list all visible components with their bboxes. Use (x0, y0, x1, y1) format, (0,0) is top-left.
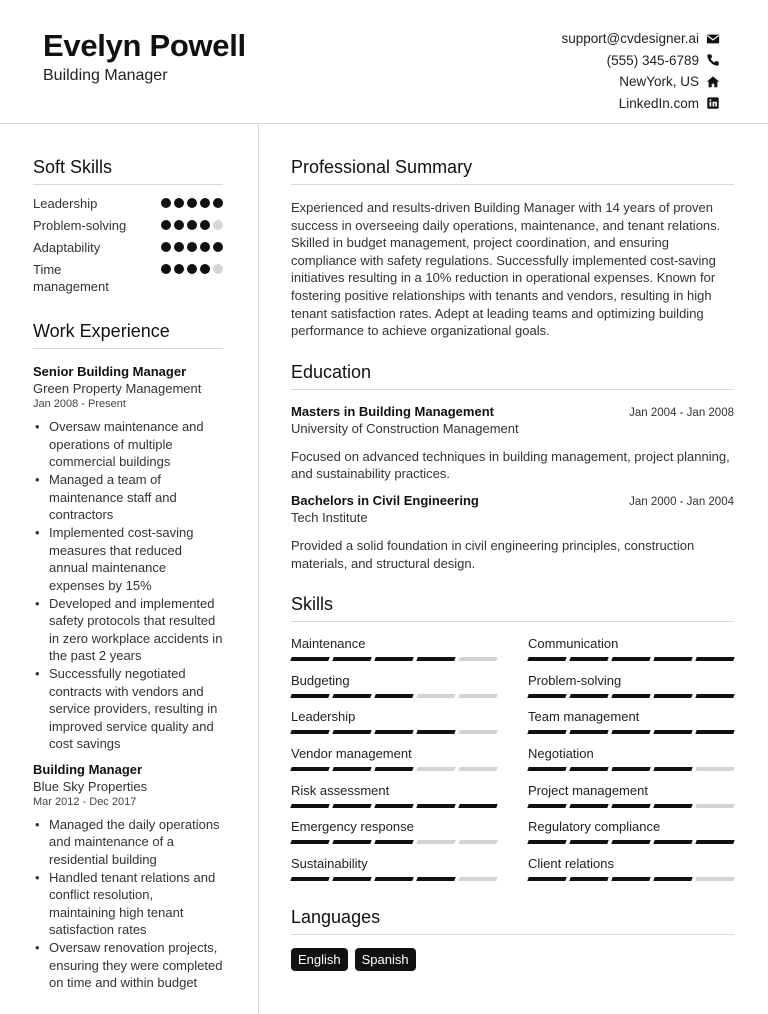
rating-dot-filled (161, 220, 171, 230)
level-segment-filled (332, 804, 371, 808)
skill-name: Leadership (291, 709, 356, 725)
level-segment-filled (290, 767, 329, 771)
location-text: NewYork, US (619, 74, 699, 90)
soft-skill-label: Adaptability (33, 240, 101, 255)
job-bullet: • Developed and implemented safety protocols that resulted in zero workplace accidents in the past 2 years (33, 595, 223, 665)
skill-level-bar (291, 840, 497, 844)
rating-dot-filled (213, 242, 223, 252)
level-segment-filled (569, 804, 608, 808)
job-company: Blue Sky Properties (33, 778, 148, 794)
skill-rating-dots (161, 239, 223, 252)
level-segment-filled (332, 657, 371, 661)
level-segment-filled (569, 767, 608, 771)
right-column (291, 124, 734, 971)
level-segment-filled (611, 767, 650, 771)
level-segment-filled (374, 694, 413, 698)
level-segment-filled (527, 840, 566, 844)
rating-dot-filled (200, 242, 210, 252)
rating-dot-filled (174, 264, 184, 274)
level-segment-filled (695, 694, 734, 698)
level-segment-filled (374, 840, 413, 844)
level-segment-filled (416, 730, 455, 734)
job-company: Green Property Management (33, 381, 202, 396)
job-bullets (33, 418, 223, 753)
soft-skills-heading: Soft Skills (33, 157, 223, 185)
skill-name: Client relations (528, 855, 614, 871)
level-segment-filled (611, 840, 650, 844)
summary-heading: Professional Summary (291, 157, 734, 185)
skill-level-bar (528, 840, 734, 844)
education-degree: Masters in Building Management (291, 403, 494, 419)
skill-item (291, 746, 497, 783)
level-segment-empty (416, 694, 455, 698)
skill-item (291, 783, 497, 820)
skill-rating-dots (161, 195, 223, 208)
level-segment-filled (611, 730, 650, 734)
skill-item (528, 709, 734, 746)
languages-heading: Languages (291, 907, 734, 935)
contact-info (561, 28, 720, 114)
level-segment-filled (290, 694, 329, 698)
skill-level-bar (291, 694, 497, 698)
skill-item (528, 636, 734, 673)
level-segment-filled (290, 730, 329, 734)
skill-level-bar (291, 730, 497, 734)
email-text: support@cvdesigner.ai (561, 31, 699, 47)
contact-email[interactable] (561, 28, 720, 50)
rating-dot-filled (200, 264, 210, 274)
level-segment-filled (374, 804, 413, 808)
level-segment-filled (653, 730, 692, 734)
rating-dot-filled (187, 242, 197, 252)
level-segment-filled (569, 694, 608, 698)
rating-dot-filled (213, 198, 223, 208)
skill-level-bar (528, 767, 734, 771)
contact-linkedin[interactable] (561, 93, 720, 115)
level-segment-filled (332, 767, 371, 771)
education-heading: Education (291, 362, 734, 390)
level-segment-filled (332, 730, 371, 734)
rating-dot-filled (200, 198, 210, 208)
rating-dot-empty (213, 220, 223, 230)
level-segment-filled (290, 804, 329, 808)
languages-list (291, 948, 734, 971)
level-segment-filled (374, 730, 413, 734)
skill-level-bar (291, 804, 497, 808)
skill-item (291, 856, 497, 893)
soft-skills-list (33, 195, 223, 295)
resume-header (0, 0, 768, 124)
level-segment-filled (416, 877, 455, 881)
education-date: Jan 2004 - Jan 2008 (629, 406, 734, 419)
skill-level-bar (528, 730, 734, 734)
rating-dot-filled (200, 220, 210, 230)
education-entry (291, 404, 734, 483)
level-segment-empty (416, 840, 455, 844)
skill-level-bar (291, 767, 497, 771)
job-title: Building Manager (33, 761, 143, 777)
rating-dot-filled (174, 198, 184, 208)
level-segment-filled (653, 657, 692, 661)
level-segment-filled (290, 877, 329, 881)
rating-dot-filled (174, 220, 184, 230)
rating-dot-filled (187, 198, 197, 208)
level-segment-filled (653, 694, 692, 698)
level-segment-filled (332, 840, 371, 844)
envelope-icon (706, 32, 720, 46)
level-segment-filled (611, 694, 650, 698)
skill-level-bar (528, 657, 734, 661)
skill-name: Negotiation (528, 745, 594, 761)
level-segment-filled (653, 804, 692, 808)
level-segment-filled (569, 840, 608, 844)
job-bullet: • Implemented cost-saving measures that reduced annual maintenance expenses by 15% (33, 524, 223, 594)
rating-dot-empty (213, 264, 223, 274)
level-segment-empty (416, 767, 455, 771)
level-segment-filled (611, 877, 650, 881)
soft-skill-label: Problem-solving (33, 218, 127, 233)
skills-heading: Skills (291, 594, 734, 622)
level-segment-empty (695, 804, 734, 808)
skill-level-bar (528, 694, 734, 698)
skill-name: Regulatory compliance (528, 819, 661, 835)
candidate-title: Building Manager (43, 67, 168, 84)
education-description: Provided a solid foundation in civil engineering principles, construction materials, and structural design. (291, 537, 695, 571)
skill-item (291, 819, 497, 856)
skill-name: Sustainability (291, 855, 368, 871)
skill-name: Team management (528, 709, 640, 725)
skill-rating-dots (161, 217, 223, 230)
skill-level-bar (528, 804, 734, 808)
level-segment-empty (695, 877, 734, 881)
level-segment-filled (611, 657, 650, 661)
rating-dot-filled (187, 220, 197, 230)
soft-skill-item (33, 217, 223, 234)
skill-name: Maintenance (291, 636, 366, 652)
education-entry (291, 493, 734, 572)
skill-name: Problem-solving (528, 672, 622, 688)
rating-dot-filled (161, 198, 171, 208)
skill-item (528, 856, 734, 893)
skill-item (291, 636, 497, 673)
linkedin-text: LinkedIn.com (618, 95, 699, 111)
level-segment-empty (458, 657, 497, 661)
phone-text: (555) 345-6789 (606, 52, 699, 68)
soft-skill-label: Time management (33, 262, 109, 294)
job-bullet: • Successfully negotiated contracts with vendors and service providers, resulting in improved service quality and cost savings (33, 665, 223, 753)
job-bullet: • Oversaw renovation projects, ensuring they were completed on time and within budget (33, 939, 223, 992)
level-segment-empty (458, 877, 497, 881)
level-segment-filled (569, 877, 608, 881)
level-segment-filled (611, 804, 650, 808)
level-segment-filled (695, 730, 734, 734)
job-bullet: • Oversaw maintenance and operations of multiple commercial buildings (33, 418, 223, 471)
home-icon (706, 75, 720, 89)
level-segment-filled (290, 840, 329, 844)
column-divider (258, 124, 259, 1014)
education-school: Tech Institute (291, 509, 368, 525)
level-segment-filled (527, 877, 566, 881)
skill-name: Emergency response (291, 819, 414, 835)
soft-skill-item (33, 239, 223, 256)
rating-dot-filled (174, 242, 184, 252)
summary-text: Experienced and results-driven Building Manager with 14 years of proven success in overseeing daily operations, maintenance, and tenant relations. Skilled in budget management, project coordination, and ensuring compliance with safety regulations. Successfully implemented cost-saving initiatives resulting in a 10% reduction in operational expenses. Known for fostering positive relationships with tenants and vendors, resulting in high tenant satisfaction rates. Adept at leading teams and optimizing building performance to achieve organizational goals. (291, 200, 721, 339)
level-segment-filled (416, 657, 455, 661)
level-segment-filled (527, 804, 566, 808)
level-segment-empty (458, 730, 497, 734)
level-segment-empty (458, 767, 497, 771)
education-description: Focused on advanced techniques in building management, project planning, and sustainability practices. (291, 448, 730, 482)
skill-name: Budgeting (291, 672, 350, 688)
soft-skill-label: Leadership (33, 196, 98, 211)
level-segment-filled (332, 694, 371, 698)
skill-item (528, 673, 734, 710)
skill-level-bar (291, 877, 497, 881)
skill-item (291, 709, 497, 746)
phone-icon (706, 53, 720, 67)
contact-phone[interactable] (561, 50, 720, 72)
language-tag: Spanish (355, 948, 416, 971)
level-segment-empty (695, 767, 734, 771)
level-segment-filled (527, 694, 566, 698)
skill-name: Vendor management (291, 745, 412, 761)
level-segment-filled (527, 767, 566, 771)
skill-name: Risk assessment (291, 782, 390, 798)
level-segment-filled (290, 657, 329, 661)
job-date: Jan 2008 - Present (33, 398, 126, 410)
education-degree: Bachelors in Civil Engineering (291, 492, 479, 508)
education-school: University of Construction Management (291, 420, 519, 436)
level-segment-filled (527, 657, 566, 661)
level-segment-filled (569, 730, 608, 734)
soft-skill-item (33, 261, 223, 295)
linkedin-icon (706, 96, 720, 110)
rating-dot-filled (161, 264, 171, 274)
language-tag: English (291, 948, 348, 971)
job-title: Senior Building Manager (33, 364, 187, 379)
level-segment-filled (458, 804, 497, 808)
skill-rating-dots (161, 261, 223, 274)
skill-item (528, 746, 734, 783)
level-segment-filled (695, 657, 734, 661)
level-segment-filled (374, 657, 413, 661)
level-segment-empty (458, 840, 497, 844)
level-segment-filled (653, 767, 692, 771)
skill-name: Project management (528, 782, 648, 798)
work-experience-heading: Work Experience (33, 321, 223, 349)
left-column (33, 124, 223, 992)
education-date: Jan 2000 - Jan 2004 (629, 495, 734, 508)
contact-location (561, 71, 720, 93)
level-segment-filled (653, 877, 692, 881)
level-segment-filled (416, 804, 455, 808)
candidate-name: Evelyn Powell (43, 28, 246, 63)
job-entry (33, 761, 223, 992)
skill-level-bar (528, 877, 734, 881)
level-segment-filled (569, 657, 608, 661)
level-segment-filled (527, 730, 566, 734)
job-bullet: • Managed a team of maintenance staff and contractors (33, 471, 223, 524)
job-entry (33, 363, 223, 753)
skills-grid (291, 636, 734, 892)
job-bullets (33, 816, 223, 992)
level-segment-filled (374, 767, 413, 771)
skill-name: Communication (528, 636, 619, 652)
level-segment-filled (332, 877, 371, 881)
job-bullet: • Handled tenant relations and conflict resolution, maintaining high tenant satisfaction rates (33, 869, 223, 939)
level-segment-empty (458, 694, 497, 698)
level-segment-filled (695, 840, 734, 844)
skill-item (528, 783, 734, 820)
skill-level-bar (291, 657, 497, 661)
soft-skill-item (33, 195, 223, 212)
job-date: Mar 2012 - Dec 2017 (33, 795, 137, 808)
rating-dot-filled (187, 264, 197, 274)
level-segment-filled (653, 840, 692, 844)
job-bullet: • Managed the daily operations and maintenance of a residential building (33, 816, 223, 869)
skill-item (291, 673, 497, 710)
level-segment-filled (374, 877, 413, 881)
skill-item (528, 819, 734, 856)
rating-dot-filled (161, 242, 171, 252)
